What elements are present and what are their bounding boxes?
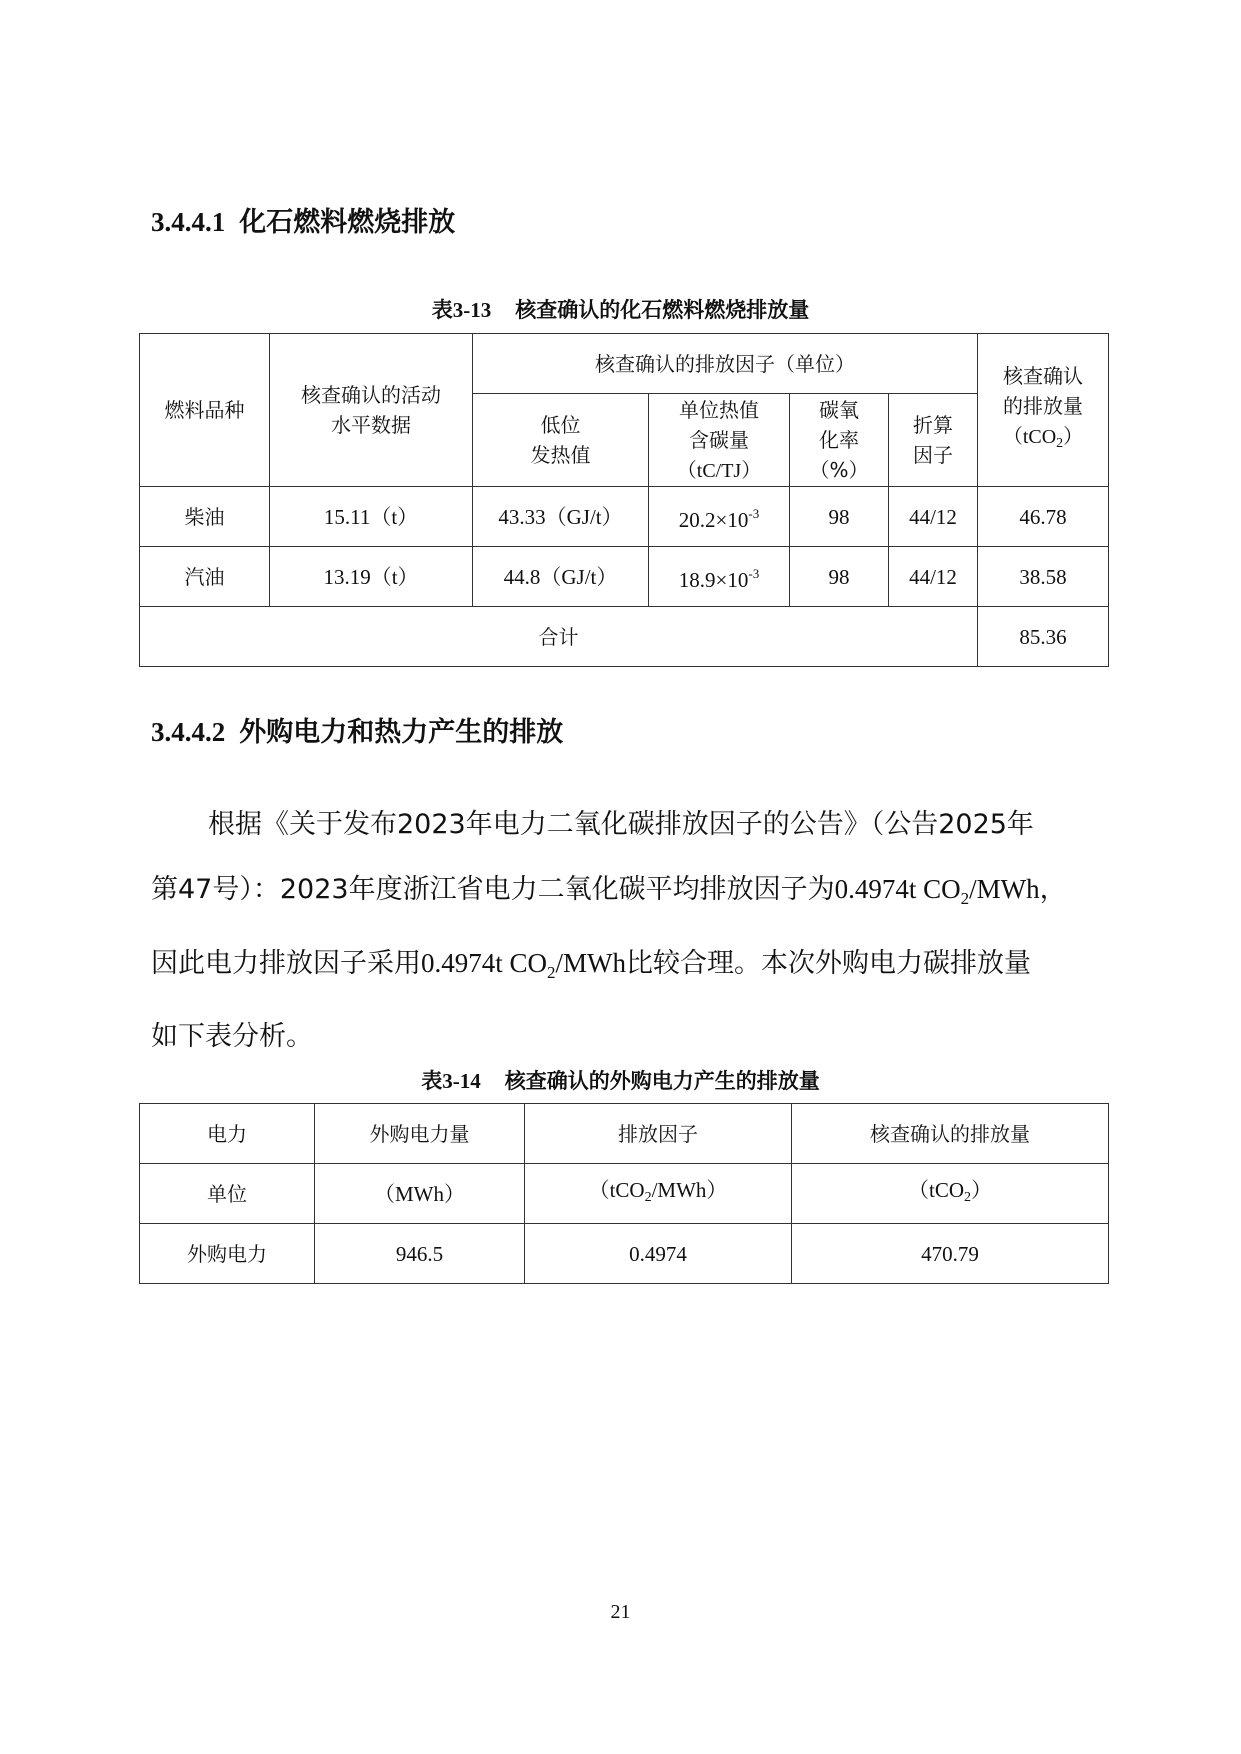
cell-total-label: 合计: [140, 607, 978, 667]
cell-activity: 13.19（t）: [270, 547, 473, 607]
cell-activity: 15.11（t）: [270, 487, 473, 547]
header-power: 电力: [140, 1104, 315, 1164]
cell-total-value: 85.36: [978, 607, 1109, 667]
cell-fuel: 柴油: [140, 487, 270, 547]
cell-emission: 470.79: [792, 1224, 1109, 1284]
cell-ncv: 44.8（GJ/t）: [473, 547, 649, 607]
caption-number: 表3-14: [421, 1069, 481, 1093]
header-conversion-factor: 折算 因子: [889, 394, 978, 487]
body-paragraph: [151, 793, 1095, 1069]
paragraph-line: 因此电力排放因子采用0.4974t $CO_2$/MWh比较合理。本次外购电力碳排放量: [151, 948, 1032, 982]
table-row: [140, 547, 1109, 607]
header-purchased-amount: 外购电力量: [315, 1104, 525, 1164]
cell-fuel: 汽油: [140, 547, 270, 607]
table-row: [140, 1224, 1109, 1284]
cell-unit-emission: （tCO$_2$）: [792, 1164, 1109, 1224]
cell-unit-factor: （tCO$_2$/MWh）: [525, 1164, 792, 1224]
cell-unit-label: 单位: [140, 1164, 315, 1224]
cell-oxidation: 98: [790, 487, 889, 547]
purchased-power-emission-table: [139, 1103, 1109, 1284]
table-header-row: [140, 1104, 1109, 1164]
header-oxidation-rate: 碳氧 化率 （%）: [790, 394, 889, 487]
cell-purchased: 946.5: [315, 1224, 525, 1284]
page-number: 21: [610, 1601, 631, 1623]
cell-row-label: 外购电力: [140, 1224, 315, 1284]
table-row: [140, 487, 1109, 547]
caption-title: 核查确认的外购电力产生的排放量: [504, 1069, 820, 1093]
cell-unit-purchased: （MWh）: [315, 1164, 525, 1224]
table-caption-3-13: [0, 294, 1241, 324]
section-title: 外购电力和热力产生的排放: [239, 717, 564, 748]
header-fuel-type: 燃料品种: [140, 334, 270, 487]
table-units-row: [140, 1164, 1109, 1224]
cell-conversion: 44/12: [889, 547, 978, 607]
section-number: 3.4.4.2: [151, 717, 226, 747]
header-emission-factor: 排放因子: [525, 1104, 792, 1164]
header-emission: 核查确认 的排放量 （tCO$_2$）: [978, 334, 1109, 487]
caption-number: 表3-13: [431, 298, 492, 322]
fossil-fuel-emission-table: [139, 333, 1109, 667]
cell-carbon-content: $20.2\times 10^{-3}$: [649, 487, 790, 547]
section-heading-fossil-fuel: [151, 200, 455, 239]
paragraph-line: 根据《关于发布2023年电力二氧化碳排放因子的公告》（公告2025年: [208, 809, 1034, 840]
table-caption-3-14: [0, 1065, 1241, 1095]
header-emission-factor-group: 核查确认的排放因子（单位）: [473, 334, 978, 394]
paragraph-line: 如下表分析。: [151, 1021, 313, 1052]
cell-carbon-content: $18.9\times 10^{-3}$: [649, 547, 790, 607]
header-carbon-content: 单位热值 含碳量 （tC/TJ）: [649, 394, 790, 487]
section-heading-purchased-power: [151, 710, 563, 749]
section-title: 化石燃料燃烧排放: [239, 207, 456, 238]
table-total-row: [140, 607, 1109, 667]
cell-conversion: 44/12: [889, 487, 978, 547]
section-number: 3.4.4.1: [151, 207, 226, 237]
cell-factor: 0.4974: [525, 1224, 792, 1284]
cell-emission: 38.58: [978, 547, 1109, 607]
header-emission: 核查确认的排放量: [792, 1104, 1109, 1164]
header-ncv: 低位 发热值: [473, 394, 649, 487]
caption-title: 核查确认的化石燃料燃烧排放量: [515, 298, 810, 322]
cell-ncv: 43.33（GJ/t）: [473, 487, 649, 547]
header-activity-data: 核查确认的活动 水平数据: [270, 334, 473, 487]
paragraph-line: 第47号）：2023年度浙江省电力二氧化碳平均排放因子为0.4974t $CO_2$/MWh，: [151, 874, 1067, 908]
cell-oxidation: 98: [790, 547, 889, 607]
cell-emission: 46.78: [978, 487, 1109, 547]
